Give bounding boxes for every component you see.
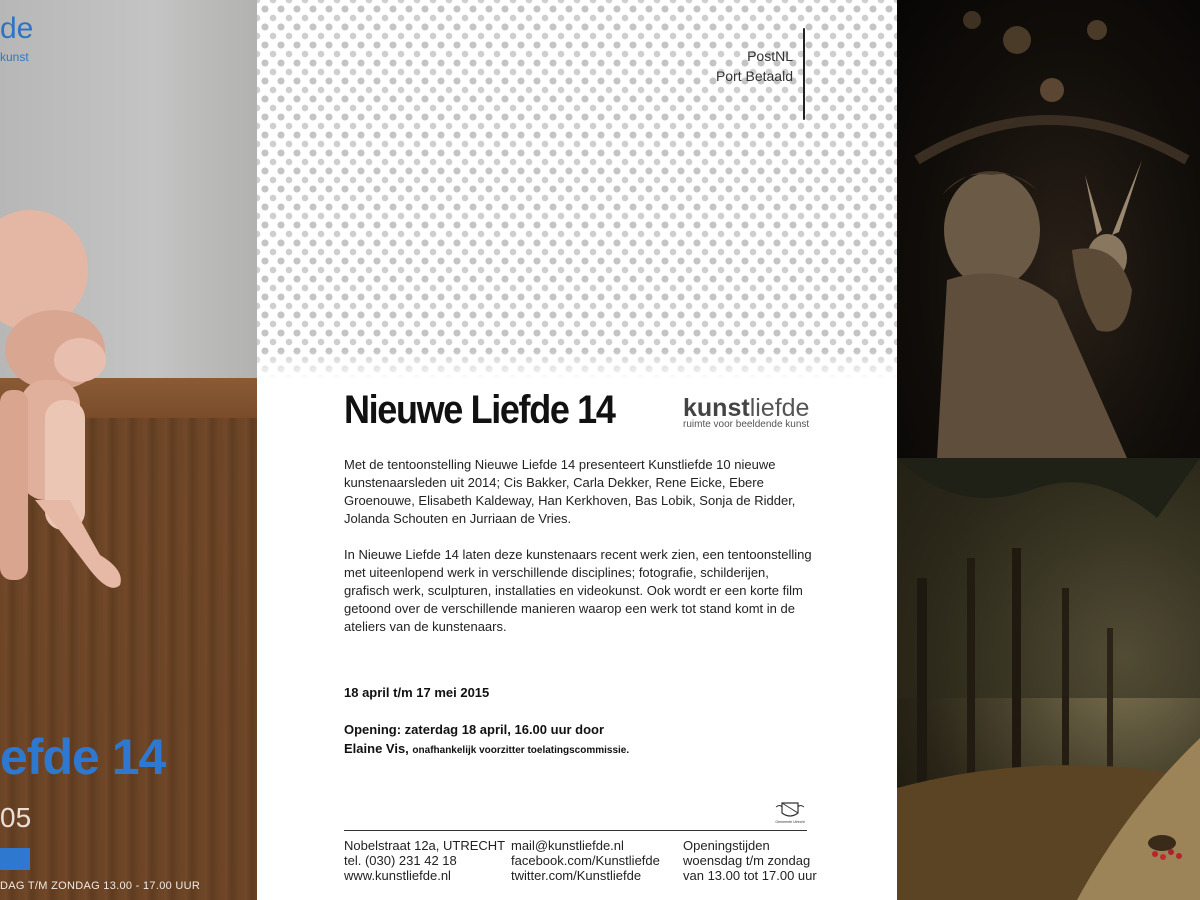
postage-line2: Port Betaald xyxy=(715,68,793,84)
forest-photo xyxy=(897,458,1200,900)
exhibition-title: Nieuwe Liefde 14 xyxy=(344,388,615,432)
left-hours-fragment: DAG T/M ZONDAG 13.00 - 17.00 UUR xyxy=(0,880,201,892)
footer-email-link[interactable]: mail@kunstliefde.nl xyxy=(511,838,624,853)
footer-twitter-link[interactable]: twitter.com/Kunstliefde xyxy=(511,868,642,883)
footer-address-line: Nobelstraat 12a, UTRECHT xyxy=(344,838,506,853)
footer-address xyxy=(344,838,505,883)
opener-line xyxy=(344,741,629,756)
footer-website-link[interactable]: www.kunstliefde.nl xyxy=(344,868,451,883)
brand-tagline: ruimte voor beeldende kunst xyxy=(683,419,810,430)
right-panel-photos xyxy=(897,0,1200,900)
sculpture-figure xyxy=(0,200,130,610)
dot-pattern-fade xyxy=(257,350,897,380)
footer-facebook-link[interactable]: facebook.com/Kunstliefde xyxy=(511,853,660,868)
left-number-fragment: 05 xyxy=(0,802,32,833)
postage-box xyxy=(677,28,807,128)
opening-line: Opening: zaterdag 18 april, 16.00 uur door xyxy=(344,722,605,737)
forest-artwork xyxy=(897,458,1200,900)
footer-hours xyxy=(683,838,817,883)
exhibition-dates: 18 april t/m 17 mei 2015 xyxy=(344,685,490,700)
opener-name: Elaine Vis, xyxy=(344,741,409,756)
crest-label: Gemeente Utrecht xyxy=(775,820,805,824)
left-title-fragment: efde 14 xyxy=(0,729,166,785)
footer-phone: tel. (030) 231 42 18 xyxy=(344,853,457,868)
footer-hours-days: woensdag t/m zondag xyxy=(683,853,811,868)
footer-hours-heading: Openingstijden xyxy=(683,838,770,853)
portrait-photo xyxy=(897,0,1200,458)
postage-line1: PostNL xyxy=(747,48,793,64)
brand-rest: liefde xyxy=(749,394,810,422)
left-panel-photo xyxy=(0,0,257,900)
left-logo-fragment: de xyxy=(0,12,34,45)
gemeente-crest-icon xyxy=(772,801,808,825)
intro-paragraph: Met de tentoonstelling Nieuwe Liefde 14 presenteert Kunstliefde 10 nieuwe kunstenaarsleden uit 2014; Cis Bakker, Carla Dekker, Rene Eicke, Ebere Groenouwe, Elisabeth Kaldeway, Han Kerkhoven, Bas Lobik, Sonja de Ridder, Jolanda Schouten en Jurriaan de Vries. xyxy=(344,457,796,526)
center-flyer xyxy=(257,0,897,900)
footer-contact xyxy=(511,838,660,883)
footer-divider xyxy=(344,830,807,831)
portrait-artwork xyxy=(897,0,1200,458)
left-logo-sub-fragment: kunst xyxy=(0,50,29,64)
opener-role: onafhankelijk voorzitter toelatingscommissie. xyxy=(412,745,630,756)
footer-hours-times: van 13.00 tot 17.00 uur xyxy=(683,868,817,883)
postage-bracket xyxy=(803,28,805,120)
description-paragraph: In Nieuwe Liefde 14 laten deze kunstenaars recent werk zien, een tentoonstelling met uiteenlopend werk in verschillende disciplines; fotografie, schilderijen, grafisch werk, sculpturen, installaties en videokunst. Ook wordt er een korte film getoond over de verschillende manieren waarop een werk tot stand komt in de ateliers van de kunstenaars. xyxy=(344,547,812,634)
left-blue-block xyxy=(0,848,30,870)
brand-bold: kunst xyxy=(683,394,750,422)
